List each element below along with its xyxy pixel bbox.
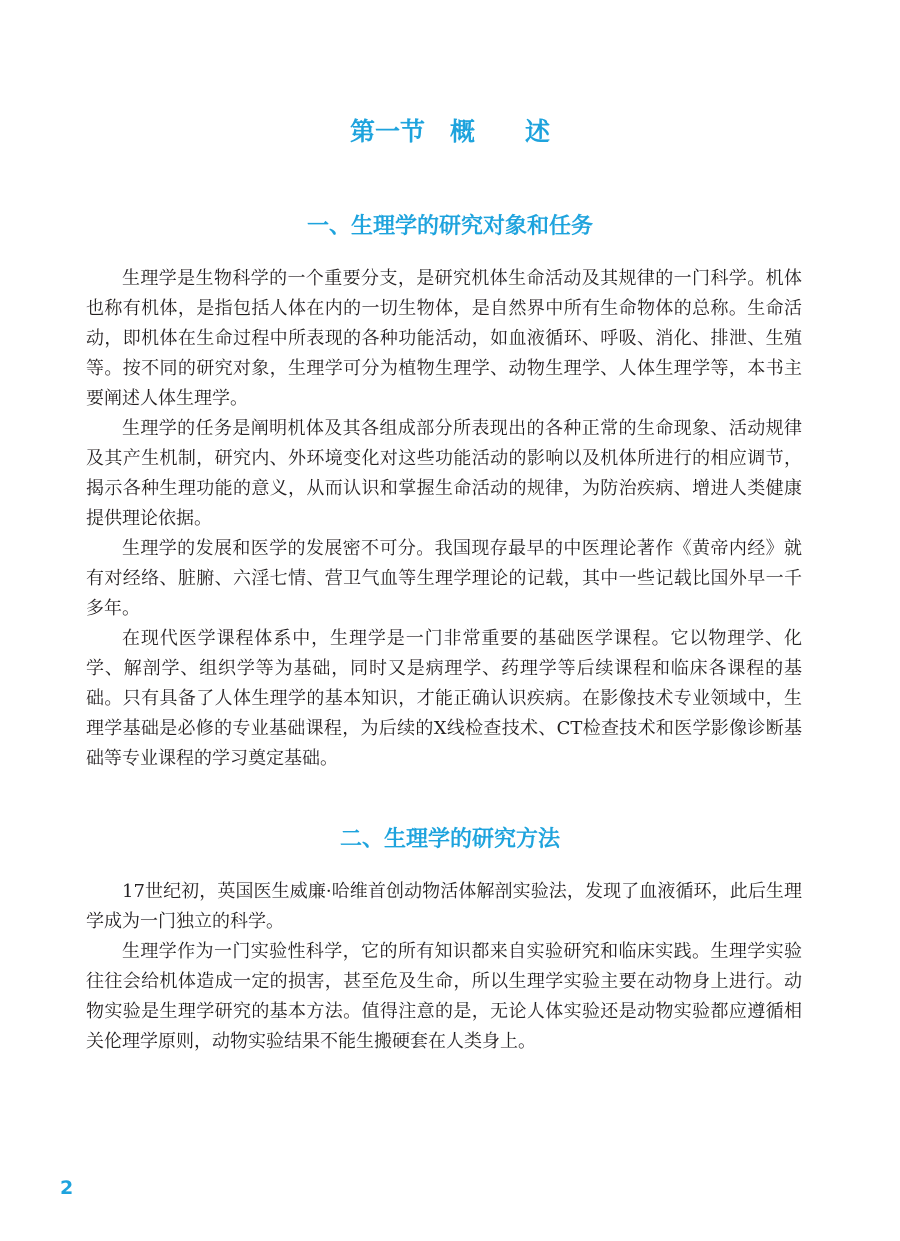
subsection-heading-research-methods: 二、生理学的研究方法 (339, 827, 560, 852)
paragraph: 生理学的发展和医学的发展密不可分。我国现存最早的中医理论著作《黄帝内经》就有对经络、脏腑、六淫七情、营卫气血等生理学理论的记载，其中一些记载比国外早一千多年。 (86, 538, 802, 619)
paragraph: 生理学作为一门实验性科学，它的所有知识都来自实验研究和临床实践。生理学实验往往会给机体造成一定的损害，甚至危及生命，所以生理学实验主要在动物身上进行。动物实验是生理学研究的基本方法。值得注意的是，无论人体实验还是动物实验都应遵循相关伦理学原则，动物实验结果不能生搬硬套在人类身上。 (86, 941, 802, 1052)
subsection-body-research-objects (86, 264, 802, 774)
section-title: 第一节 概 述 (349, 117, 550, 146)
subsection-heading-research-objects: 一、生理学的研究对象和任务 (306, 214, 593, 239)
paragraph: 生理学的任务是阐明机体及其各组成部分所表现出的各种正常的生命现象、活动规律及其产生机制，研究内、外环境变化对这些功能活动的影响以及机体所进行的相应调节，揭示各种生理功能的意义，从而认识和掌握生命活动的规律，为防治疾病、增进人类健康提供理论依据。 (86, 418, 802, 529)
paragraph: 生理学是生物科学的一个重要分支，是研究机体生命活动及其规律的一门科学。机体也称有机体，是指包括人体在内的一切生物体，是自然界中所有生命物体的总称。生命活动，即机体在生命过程中所表现的各种功能活动，如血液循环、呼吸、消化、排泄、生殖等。按不同的研究对象，生理学可分为植物生理学、动物生理学、人体生理学等，本书主要阐述人体生理学。 (86, 268, 802, 409)
page-number: 2 (60, 1177, 74, 1199)
paragraph: 17世纪初，英国医生威廉·哈维首创动物活体解剖实验法，发现了血液循环，此后生理学成为一门独立的科学。 (86, 881, 802, 932)
subsection-body-research-methods (86, 877, 802, 1057)
paragraph: 在现代医学课程体系中，生理学是一门非常重要的基础医学课程。它以物理学、化学、解剖学、组织学等为基础，同时又是病理学、药理学等后续课程和临床各课程的基础。只有具备了人体生理学的基本知识，才能正确认识疾病。在影像技术专业领域中，生理学基础是必修的专业基础课程，为后续的X线检查技术、CT检查技术和医学影像诊断基础等专业课程的学习奠定基础。 (86, 628, 802, 769)
